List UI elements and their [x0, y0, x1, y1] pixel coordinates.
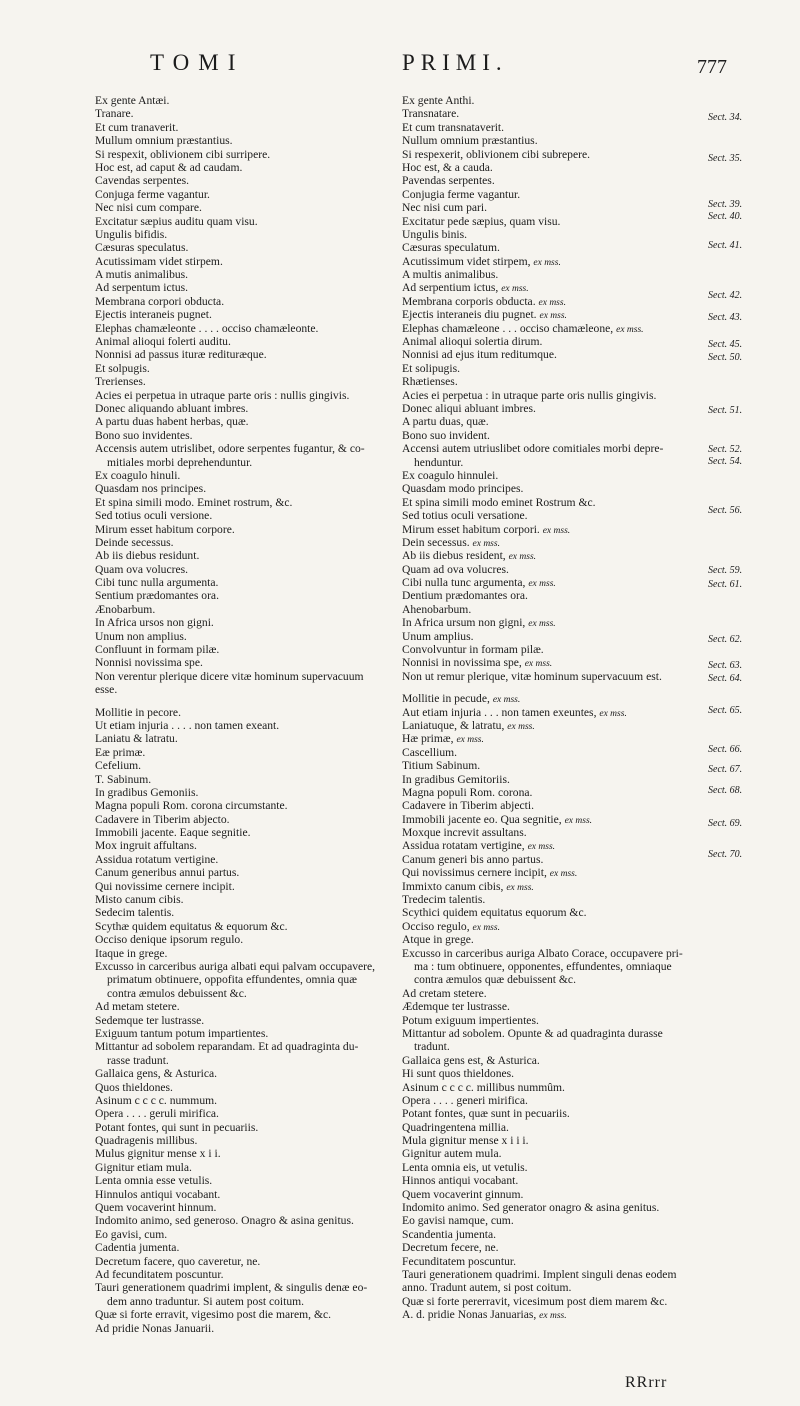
text-line: Ænobarbum.: [95, 602, 156, 616]
text-line: Decretum fecere, ne.: [402, 1241, 499, 1255]
text-line: Ex gente Antæi.: [95, 94, 170, 107]
text-line: Quam ad ova volucres.: [402, 562, 509, 576]
text-line: contra æmulos debuissent &c.: [107, 986, 247, 1000]
text-line: Nonnisi ad passus ituræ redituræque.: [95, 348, 267, 362]
text-line: Immobili jacente eo. Qua segnitie, ex mss.: [402, 812, 593, 826]
text-line: Mulus gignitur mense x i i.: [95, 1147, 221, 1161]
text-line: Potant fontes, quæ sunt in pecuariis.: [402, 1107, 570, 1121]
text-line: Animal alioqui folerti auditu.: [95, 335, 231, 349]
source-note: ex mss.: [492, 695, 521, 706]
text-line: Cascellium.: [402, 745, 458, 759]
source-note: ex mss.: [456, 735, 484, 746]
section-ref: Sect. 65.: [708, 705, 743, 716]
text-line: Sedecim talentis.: [95, 906, 175, 920]
text-line: dem anno traduntur. Si autem post coitum.: [107, 1294, 305, 1308]
section-ref: Sect. 51.: [708, 405, 743, 416]
text-line: Quadragenis millibus.: [95, 1134, 198, 1148]
source-note: ex mss.: [508, 552, 537, 563]
text-line: Cæsuras speculatus.: [95, 241, 189, 255]
text-line: tradunt.: [414, 1040, 450, 1054]
text-line: Asinum c c c c. nummum.: [95, 1093, 218, 1107]
source-note: ex mss.: [528, 619, 556, 630]
text-line: Hinnulos antiqui vocabant.: [95, 1187, 221, 1201]
text-line: Bono suo invidentes.: [95, 428, 193, 442]
text-line: Nonnisi ad ejus itum reditumque.: [402, 348, 557, 362]
text-line: Ejectis interaneis diu pugnet. ex mss.: [402, 308, 567, 322]
text-line: Potant fontes, qui sunt in pecuariis.: [95, 1120, 259, 1134]
text-line: Ex coagulo hinnulei.: [402, 468, 499, 482]
text-line: Sed totius oculi versatione.: [402, 509, 528, 523]
text-line: Ad metam stetere.: [95, 1000, 180, 1014]
source-note: ex mss.: [539, 1311, 567, 1322]
text-line: Potum exiguum impertientes.: [402, 1013, 539, 1027]
section-ref: Sect. 41.: [708, 240, 743, 251]
text-line: Qui novissime cernere incipit.: [95, 879, 235, 893]
text-line: Cefelium.: [95, 759, 142, 773]
text-line: Nullum omnium præstantius.: [402, 134, 538, 148]
text-line: Mittantur ad sobolem reparandam. Et ad quadraginta du-: [95, 1040, 359, 1054]
text-line: contra æmulos quæ debuissent &c.: [414, 973, 576, 987]
text-line: Non ut remur plerique, vitæ hominum supervacuum est.: [402, 669, 662, 683]
section-ref: Sect. 67.: [708, 764, 743, 775]
text-line: Convolvuntur in formam pilæ.: [402, 643, 544, 657]
text-line: Magna populi Rom. corona circumstante.: [95, 799, 288, 813]
text-line: Scythici quidem equitatus equorum &c.: [402, 906, 587, 920]
text-line: Dentium prædomantes ora.: [402, 589, 528, 603]
text-line: Ad cretam stetere.: [402, 986, 487, 1000]
text-line: Ab iis diebus resident, ex mss.: [402, 549, 537, 563]
section-ref: Sect. 66.: [708, 744, 743, 755]
section-ref: Sect. 43.: [708, 312, 743, 323]
text-line: Ad fecunditatem poscuntur.: [95, 1267, 224, 1281]
text-line: Non verentur plerique dicere vitæ hominum supervacuum: [95, 669, 364, 683]
text-line: Conjugia ferme vagantur.: [402, 187, 521, 201]
text-line: Ædemque ter lustrasse.: [402, 1000, 510, 1014]
text-line: Ejectis interaneis pugnet.: [95, 308, 212, 322]
text-line: Ex coagulo hinuli.: [95, 468, 181, 482]
text-line: Confluunt in formam pilæ.: [95, 643, 220, 657]
text-line: Et cum tranaverit.: [95, 120, 179, 134]
text-line: Fecunditatem poscuntur.: [402, 1254, 516, 1268]
text-line: Occiso denique ipsorum regulo.: [95, 933, 244, 947]
text-line: Immixto canum cibis, ex mss.: [402, 879, 534, 893]
text-line: Eo gavisi namque, cum.: [402, 1214, 514, 1228]
text-line: Moxque increvit assultans.: [402, 826, 527, 840]
source-note: ex mss.: [506, 882, 534, 893]
text-line: Ad serpentium ictus, ex mss.: [402, 281, 529, 295]
text-line: Membrana corporis obducta. ex mss.: [402, 294, 566, 308]
text-line: Pavendas serpentes.: [402, 174, 495, 188]
text-line: Mullum omnium præstantius.: [95, 134, 233, 148]
source-note: ex mss.: [564, 815, 593, 826]
text-line: Itaque in grege.: [95, 946, 168, 960]
source-note: ex mss.: [538, 297, 566, 308]
source-note: ex mss.: [507, 721, 535, 732]
source-note: ex mss.: [472, 538, 500, 549]
section-ref: Sect. 35.: [708, 153, 743, 164]
text-line: Quem vocaverint ginnum.: [402, 1187, 524, 1201]
source-note: ex mss.: [533, 257, 561, 268]
text-line: Nonnisi novissima spe.: [95, 656, 203, 670]
text-line: Rhætienses.: [402, 375, 458, 389]
text-line: Immobili jacente. Eaque segnitie.: [95, 826, 251, 840]
section-ref: Sect. 69.: [708, 818, 743, 829]
section-ref: Sect. 61.: [708, 579, 743, 590]
text-line: A mutis animalibus.: [95, 268, 189, 282]
text-line: Excusso in carceribus auriga Albato Corace, occupavere pri-: [402, 946, 683, 960]
text-line: A partu duas habent herbas, quæ.: [95, 415, 249, 429]
section-ref: Sect. 62.: [708, 634, 743, 645]
section-ref: Sect. 40.: [708, 211, 743, 222]
text-line: Et spina simili modo eminet Rostrum &c.: [402, 495, 596, 509]
text-line: Excitatur pede sæpius, quam visu.: [402, 214, 561, 228]
section-ref: Sect. 59.: [708, 565, 743, 576]
text-line: Canum generibus annui partus.: [95, 866, 240, 880]
text-line: Quos thieldones.: [95, 1080, 173, 1094]
text-line: Lenta omnia eis, ut vetulis.: [402, 1160, 528, 1174]
text-line: Nonnisi in novissima spe, ex mss.: [402, 656, 553, 670]
text-line: Cæsuras speculatum.: [402, 241, 500, 255]
text-line: Quem vocaverint hinnum.: [95, 1201, 217, 1215]
text-line: Assidua rotatam vertigine, ex mss.: [402, 839, 556, 853]
text-line: Gallaica gens est, & Asturica.: [402, 1053, 540, 1067]
text-line: Si respexerit, oblivionem cibi subrepere.: [402, 147, 591, 161]
source-note: ex mss.: [528, 579, 556, 590]
text-line: Conjuga ferme vagantur.: [95, 187, 210, 201]
text-line: Mox ingruit affultans.: [95, 839, 197, 853]
text-line: Misto canum cibis.: [95, 893, 184, 907]
text-line: Accensis autem utrislibet, odore serpentes fugantur, & co-: [95, 442, 365, 456]
text-line: Lenta omnia esse vetulis.: [95, 1174, 213, 1188]
text-line: Quam ova volucres.: [95, 562, 189, 576]
section-ref: Sect. 54.: [708, 456, 743, 467]
text-line: Transnatare.: [402, 107, 460, 121]
text-line: A multis animalibus.: [402, 268, 499, 282]
section-ref: Sect. 34.: [708, 112, 743, 123]
text-line: Opera . . . . geruli mirifica.: [95, 1107, 219, 1121]
text-line: Excitatur sæpius auditu quam visu.: [95, 214, 258, 228]
text-line: Mollitie in pecude, ex mss.: [402, 692, 521, 706]
text-line: Magna populi Rom. corona.: [402, 785, 533, 799]
text-line: Accensi autem utriuslibet odore comitiales morbi depre-: [402, 442, 664, 456]
text-line: Acutissimum videt stirpem, ex mss.: [402, 254, 561, 268]
text-line: Ex gente Anthi.: [402, 94, 475, 107]
text-line: Et cum transnataverit.: [402, 120, 505, 134]
text-line: Animal alioqui solertia dirum.: [402, 335, 543, 349]
text-line: Laniatuque, & latratu, ex mss.: [402, 718, 535, 732]
text-line: Cadavere in Tiberim abjecti.: [402, 799, 535, 813]
text-line: Indomito animo, sed generoso. Onagro & asina genitus.: [95, 1214, 354, 1228]
text-line: Sed totius oculi versione.: [95, 509, 213, 523]
text-line: In Africa ursum non gigni, ex mss.: [402, 616, 556, 630]
text-line: Et solipugis.: [402, 361, 460, 375]
text-line: Occiso regulo, ex mss.: [402, 919, 500, 933]
text-line: Nec nisi cum compare.: [95, 201, 202, 215]
text-line: Ungulis binis.: [402, 227, 468, 241]
section-ref: Sect. 52.: [708, 444, 743, 455]
text-line: Deinde secessus.: [95, 535, 174, 549]
text-line: Indomito animo. Sed generator onagro & asina genitus.: [402, 1201, 660, 1215]
section-ref: Sect. 64.: [708, 673, 743, 684]
text-line: Gallaica gens, & Asturica.: [95, 1067, 218, 1081]
text-line: Si respexit, oblivionem cibi surripere.: [95, 147, 271, 161]
text-line: Quæ si forte pererravit, vicesimum post diem marem &c.: [402, 1294, 668, 1308]
text-line: Titium Sabinum.: [402, 759, 481, 773]
text-line: Tranare.: [95, 107, 134, 121]
text-line: Tredecim talentis.: [402, 893, 486, 907]
text-line: Quasdam modo principes.: [402, 482, 524, 496]
text-line: Aut etiam injuria . . . non tamen exeuntes, ex mss.: [402, 705, 627, 719]
text-line: Scythæ quidem equitatus & equorum &c.: [95, 919, 288, 933]
text-line: Mirum esset habitum corpori. ex mss.: [402, 522, 571, 536]
text-line: Nec nisi cum pari.: [402, 201, 487, 215]
text-line: Eo gavisi, cum.: [95, 1227, 168, 1241]
text-line: Atque in grege.: [402, 933, 474, 947]
text-line: Et spina simili modo. Eminet rostrum, &c.: [95, 495, 293, 509]
source-note: ex mss.: [616, 324, 644, 335]
text-line: Hinnos antiqui vocabant.: [402, 1174, 519, 1188]
text-line: Gignitur autem mula.: [402, 1147, 502, 1161]
text-line: Sentium prædomantes ora.: [95, 589, 219, 603]
text-line: Quadringentena millia.: [402, 1120, 509, 1134]
text-line: Et solpugis.: [95, 361, 150, 375]
text-line: Ad pridie Nonas Januarii.: [95, 1321, 215, 1335]
source-note: ex mss.: [542, 525, 571, 536]
text-line: Cavendas serpentes.: [95, 174, 190, 188]
text-line: henduntur.: [414, 455, 464, 469]
text-line: Hi sunt quos thieldones.: [402, 1067, 515, 1081]
text-line: Mittantur ad sobolem. Opunte & ad quadraginta durasse: [402, 1026, 663, 1040]
text-line: Donec aliquando abluant imbres.: [95, 401, 249, 415]
section-ref: Sect. 70.: [708, 849, 743, 860]
text-line: In gradibus Gemoniis.: [95, 785, 199, 799]
text-line: A partu duas, quæ.: [402, 415, 489, 429]
text-line: Ahenobarbum.: [402, 602, 472, 616]
text-line: Cadentia jumenta.: [95, 1241, 180, 1255]
text-line: Excusso in carceribus auriga albati equi palvam occupavere,: [95, 960, 376, 973]
section-ref: Sect. 45.: [708, 339, 743, 350]
source-note: ex mss.: [539, 311, 567, 322]
section-ref: Sect. 50.: [708, 352, 743, 363]
text-line: Tauri generationem quadrimi implent, & singulis denæ eo-: [95, 1281, 368, 1295]
text-line: Mirum esset habitum corpore.: [95, 522, 235, 536]
text-line: Assidua rotatum vertigine.: [95, 852, 219, 866]
text-line: Sedemque ter lustrasse.: [95, 1013, 205, 1027]
running-head-right: PRIMI.: [402, 50, 508, 75]
text-line: Unum amplius.: [402, 629, 474, 643]
right-column-text: [402, 94, 702, 1322]
text-line: T. Sabinum.: [95, 772, 152, 786]
text-line: Opera . . . . generi mirifica.: [402, 1093, 528, 1107]
text-line: Mollitie in pecore.: [95, 705, 181, 719]
text-line: A. d. pridie Nonas Januarias, ex mss.: [402, 1308, 567, 1322]
text-line: Decretum facere, quo caveretur, ne.: [95, 1254, 261, 1268]
text-line: Acutissimam videt stirpem.: [95, 254, 223, 268]
text-line: Trerienses.: [95, 375, 146, 389]
signature-mark: RRrrr: [625, 1374, 668, 1391]
running-head-left: TOMI: [150, 50, 245, 75]
source-note: ex mss.: [524, 659, 553, 670]
text-line: Ab iis diebus residunt.: [95, 549, 200, 563]
text-line: Elephas chamæleone . . . occiso chamæleone, ex mss.: [402, 321, 644, 335]
text-line: Scandentia jumenta.: [402, 1227, 497, 1241]
page-number: 777: [697, 56, 727, 78]
source-note: ex mss.: [599, 708, 627, 719]
text-line: Quasdam nos principes.: [95, 482, 207, 496]
text-line: Ut etiam injuria . . . . non tamen exeant.: [95, 718, 280, 732]
text-line: anno. Tradunt autem, si post coitum.: [402, 1281, 572, 1295]
text-line: Laniatu & latratu.: [95, 732, 178, 746]
page-header: [0, 0, 800, 92]
section-ref: Sect. 56.: [708, 505, 743, 516]
text-line: Ad serpentum ictus.: [95, 281, 189, 295]
section-ref: Sect. 42.: [708, 290, 743, 301]
text-line: mitiales morbi deprehenduntur.: [107, 455, 253, 469]
text-line: Cibi tunc nulla argumenta.: [95, 576, 219, 590]
text-line: Acies ei perpetua : in utraque parte oris nullis gingivis.: [402, 388, 657, 402]
source-note: ex mss.: [549, 869, 578, 880]
text-line: Exiguum tantum potum impartientes.: [95, 1026, 269, 1040]
text-line: Gignitur etiam mula.: [95, 1160, 192, 1174]
text-line: Hæ primæ, ex mss.: [402, 732, 484, 746]
source-note: ex mss.: [527, 842, 556, 853]
text-line: Ungulis bifidis.: [95, 227, 168, 241]
text-line: In Africa ursos non gigni.: [95, 616, 214, 630]
text-line: primatum obtinuere, oppofita effundentes, omnia quæ: [107, 973, 357, 987]
text-line: Mula gignitur mense x i i i.: [402, 1134, 529, 1148]
section-ref: Sect. 39.: [708, 199, 743, 210]
text-line: Quæ si forte erravit, vigesimo post die marem, &c.: [95, 1308, 332, 1322]
text-line: ma : tum obtinuere, opponentes, effundentes, omniaque: [414, 960, 672, 973]
source-note: ex mss.: [472, 922, 500, 933]
text-line: Hoc est, & a cauda.: [402, 160, 493, 174]
text-line: Hoc est, ad caput & ad caudam.: [95, 160, 243, 174]
text-line: Tauri generationem quadrimi. Implent singuli denas eodem: [402, 1267, 677, 1281]
text-line: Acies ei perpetua in utraque parte oris : nullis gingivis.: [95, 388, 350, 402]
text-line: rasse tradunt.: [107, 1053, 169, 1067]
text-line: Donec aliqui abluant imbres.: [402, 401, 536, 415]
text-line: Elephas chamæleonte . . . . occiso chamæleonte.: [95, 321, 319, 335]
source-note: ex mss.: [501, 284, 529, 295]
text-line: Unum non amplius.: [95, 629, 187, 643]
text-line: Bono suo invident.: [402, 428, 490, 442]
text-line: Cibi nulla tunc argumenta, ex mss.: [402, 576, 556, 590]
text-line: Canum generi bis anno partus.: [402, 852, 544, 866]
text-line: Eæ primæ.: [95, 745, 146, 759]
text-line: Qui novissimus cernere incipit, ex mss.: [402, 866, 578, 880]
text-line: Membrana corpori obducta.: [95, 294, 225, 308]
text-line: Dein secessus. ex mss.: [402, 535, 500, 549]
text-line: Cadavere in Tiberim abjecto.: [95, 812, 230, 826]
text-line: Asinum c c c c. millibus nummûm.: [402, 1080, 565, 1094]
text-line: esse.: [95, 683, 118, 697]
section-ref: Sect. 63.: [708, 660, 743, 671]
section-ref: Sect. 68.: [708, 785, 743, 796]
text-line: In gradibus Gemitoriis.: [402, 772, 510, 786]
